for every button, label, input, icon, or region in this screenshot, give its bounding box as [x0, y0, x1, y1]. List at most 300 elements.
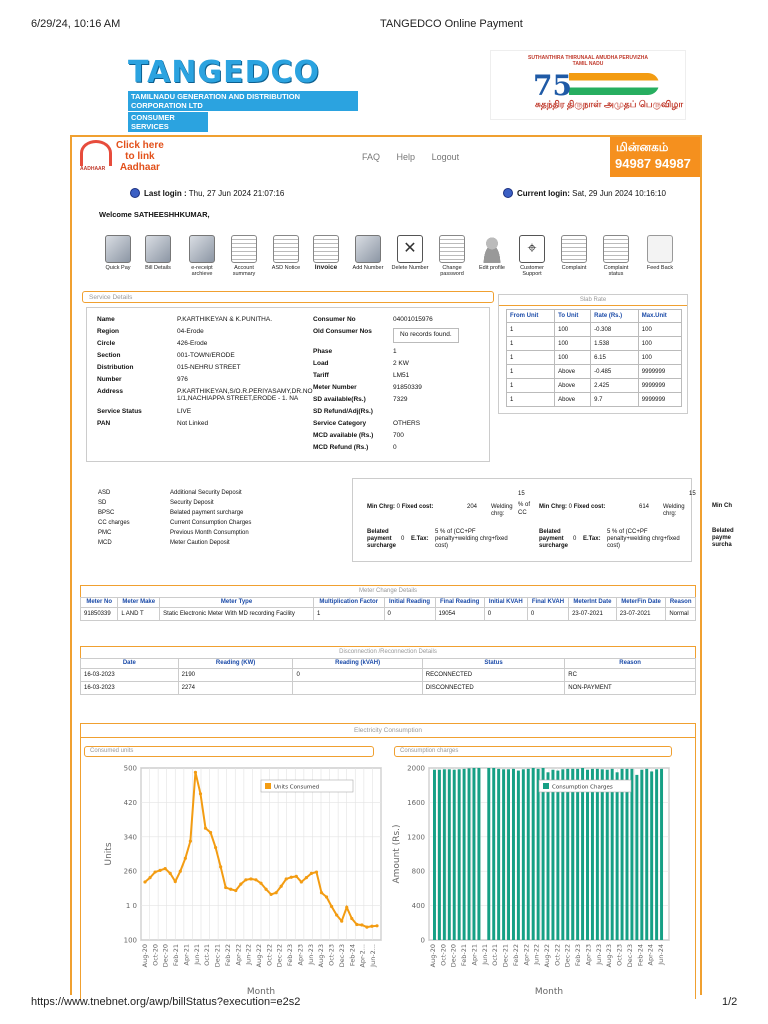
kv-key: SD available(Rs.)	[313, 396, 366, 403]
slab-rate-cell: Above	[555, 379, 591, 393]
x-tick-label: Jun-21	[480, 944, 489, 965]
print-datetime: 6/29/24, 10:16 AM	[31, 18, 121, 30]
kv-value: 426-Erode	[177, 340, 208, 347]
kv-value: 91850339	[393, 384, 422, 391]
kv-key: Consumer No	[313, 316, 356, 323]
slab-rate-cell: 9.7	[591, 393, 639, 407]
edit-profile-icon	[479, 235, 505, 263]
data-point	[365, 926, 368, 929]
edit-profile-button[interactable]	[472, 235, 512, 271]
disconnection-cell: RECONNECTED	[422, 669, 565, 682]
slab-rate-cell: 1	[507, 351, 555, 365]
data-point	[330, 905, 333, 908]
x-tick-label: Oct-23	[327, 944, 336, 966]
x-tick-label: Feb-22	[511, 944, 520, 967]
slab-rate-cell: 9999999	[638, 393, 681, 407]
kv-key: Number	[97, 376, 122, 383]
data-point	[234, 889, 237, 892]
bar	[463, 769, 466, 940]
slab-rate-row	[507, 379, 682, 393]
x-tick-label: Aug-23	[605, 944, 614, 968]
meter-change-cell: 19054	[435, 608, 484, 621]
data-point	[285, 877, 288, 880]
x-tick-label: Jun-23	[594, 944, 603, 965]
meter-change-cell: 91850339	[81, 608, 118, 621]
complaint-button[interactable]	[554, 235, 594, 271]
x-tick-label: Oct-21	[203, 944, 212, 966]
bar	[542, 768, 545, 940]
data-point	[184, 857, 187, 860]
invoice-icon	[313, 235, 339, 263]
bar	[581, 768, 584, 940]
bar	[621, 769, 624, 940]
slab-rate-cell: 6.15	[591, 351, 639, 365]
belated-label-2: Belated payment surcharge	[539, 529, 569, 549]
slab-rate-cell: 1.538	[591, 337, 639, 351]
abbr-key: ASD	[98, 490, 111, 496]
slab-rate-header: Max.Unit	[638, 310, 681, 323]
abbr-key: CC charges	[98, 520, 130, 526]
disconnection-cell: RC	[565, 669, 696, 682]
meter-change-header: Meter Make	[118, 598, 160, 608]
customer-support-label: Customer Support	[520, 265, 544, 277]
slab-rate-cell: -0.308	[591, 323, 639, 337]
kv-key: Service Status	[97, 408, 142, 415]
data-point	[340, 919, 343, 922]
y-tick-label: 2000	[407, 764, 425, 773]
azadi-75: 75	[533, 69, 572, 102]
min-chrg-label-2: Min Chrg:	[539, 504, 567, 510]
abbr-value: Current Consumption Charges	[170, 520, 252, 526]
disconnection-table	[80, 658, 696, 695]
kv-key: Old Consumer Nos	[313, 328, 372, 335]
kv-value: P.KARTHIKEYAN,S/O.R.PERIYASAMY,DR.NO 1/1,NACHIAPPA STREET,ERODE - 1. NA	[177, 388, 313, 402]
add-number-label: Add Number	[352, 265, 384, 271]
aadhaar-label: AADHAAR	[80, 166, 106, 172]
data-point	[320, 891, 323, 894]
kv-value: OTHERS	[393, 420, 421, 427]
x-tick-label: Dec-23	[337, 944, 346, 968]
slab-rate-cell: Above	[555, 365, 591, 379]
slab-rate-row	[507, 365, 682, 379]
data-point	[204, 827, 207, 830]
customer-support-button[interactable]	[512, 235, 552, 277]
azadi-line: SUTHANTHIRA THIRUNAAL AMUDHA PERUVIZHA	[528, 55, 648, 61]
bill-details-button[interactable]	[138, 235, 178, 271]
tangedco-logo[interactable]	[128, 55, 358, 132]
meter-change-header: Meter No	[81, 598, 118, 608]
data-point	[350, 917, 353, 920]
x-tick-label: Dec-22	[275, 944, 284, 968]
abbr-value: Belated payment surcharge	[170, 510, 244, 516]
kv-key: Region	[97, 328, 120, 335]
meter-change-header: MeterFin Date	[616, 598, 666, 608]
slab-rate-cell: 1	[507, 379, 555, 393]
slab-rate-row	[507, 337, 682, 351]
meter-change-header: Final KVAH	[527, 598, 568, 608]
y-tick-label: 1200	[407, 833, 425, 842]
x-tick-label: Feb-21	[172, 944, 181, 967]
slab-rate-cell: 100	[638, 351, 681, 365]
close-icon: ✕	[397, 235, 423, 263]
bar	[626, 769, 629, 940]
x-tick-label: Dec-23	[625, 944, 634, 968]
x-tick-label: Apr-24	[646, 944, 655, 966]
abbr-key: MCD	[98, 540, 112, 546]
abbr-key: PMC	[98, 530, 112, 536]
meter-change-header: Initial KVAH	[484, 598, 527, 608]
azadi-banner	[490, 50, 686, 120]
disconnection-cell: 0	[293, 669, 422, 682]
abbr-key: BPSC	[98, 510, 115, 516]
meter-change-cell: 1	[313, 608, 384, 621]
kv-key: Service Category	[313, 420, 367, 427]
disconnection-row	[81, 682, 696, 695]
fixed-cost-value-2: 614	[639, 504, 650, 510]
abbr-value: Security Deposit	[170, 500, 214, 506]
y-axis-label: Units	[104, 842, 114, 866]
change-password-button[interactable]	[432, 235, 472, 277]
y-tick-label: 800	[411, 867, 425, 876]
meter-change-title: Meter Change Details	[80, 585, 696, 597]
data-point	[259, 882, 262, 885]
y-tick-label: 420	[123, 798, 137, 807]
bar	[566, 769, 569, 940]
x-tick-label: Feb-24	[636, 944, 645, 967]
disconnection-cell: DISCONNECTED	[422, 682, 565, 695]
add-number-button[interactable]	[348, 235, 388, 271]
x-tick-label: Aug-22	[543, 944, 551, 968]
meter-change-cell: 23-07-2021	[569, 608, 617, 621]
kv-value: 015-NEHRU STREET	[177, 364, 241, 371]
link-aadhaar-line3: Aadhaar	[119, 162, 160, 173]
pct-of: % of	[518, 502, 531, 508]
x-tick-label: Apr-22	[234, 944, 243, 966]
data-point	[325, 895, 328, 898]
x-tick-label: Apr-23	[296, 944, 305, 966]
x-tick-label: Oct-22	[553, 944, 562, 966]
etax-value-2: 5 % of (CC+PF penalty+welding chrg+fixed cost)	[607, 529, 680, 549]
complaint-label: Complaint	[561, 265, 587, 271]
help-link[interactable]: Help	[396, 152, 416, 162]
bar	[630, 769, 633, 940]
data-point	[335, 913, 338, 916]
slab-rate-cell: 2.425	[591, 379, 639, 393]
min-chrg-label: Min Chrg:	[367, 504, 395, 510]
data-point	[189, 840, 192, 843]
y-tick-label: 1 0	[125, 902, 137, 911]
legend-swatch	[543, 783, 549, 789]
e-receipt-button[interactable]	[182, 235, 222, 277]
abbr-value: Previous Month Consumption	[170, 530, 249, 536]
disconnection-cell: 16-03-2023	[81, 682, 179, 695]
action-toolbar	[98, 235, 688, 281]
y-tick-label: 340	[123, 833, 137, 842]
asd-notice-button[interactable]	[266, 235, 306, 271]
last-login	[130, 188, 284, 198]
x-tick-label: Dec-21	[213, 944, 222, 968]
complaint-status-icon	[603, 235, 629, 263]
bar	[556, 771, 559, 940]
data-point	[280, 885, 283, 888]
meter-change-header: Initial Reading	[384, 598, 435, 608]
link-aadhaar-line2: to link	[125, 151, 155, 162]
x-tick-label: Jun-2...	[369, 944, 377, 967]
account-summary-label: Account summary	[232, 265, 256, 277]
disconnection-cell: NON-PAYMENT	[565, 682, 696, 695]
logout-link[interactable]: Logout	[431, 152, 460, 162]
kv-key: MCD Refund (Rs.)	[313, 444, 369, 451]
x-tick-label: Dec-20	[449, 944, 458, 968]
data-point	[254, 878, 257, 881]
kv-value: 700	[393, 432, 404, 439]
meter-change-cell: Normal	[666, 608, 696, 621]
bar	[453, 770, 456, 940]
meter-change-cell: 0	[484, 608, 527, 621]
slab-rate-cell: 1	[507, 337, 555, 351]
x-tick-label: Apr-23	[584, 944, 593, 966]
x-tick-label: Aug-20	[141, 944, 149, 968]
legend-label: Units Consumed	[274, 784, 320, 791]
azadi-tamil: சுதந்திர திருநாள் அமுதப் பெருவிழா	[535, 99, 684, 109]
disconnection-title: Disconnection /Reconnection Details	[80, 646, 696, 658]
meter-change-section	[80, 585, 696, 621]
data-point	[264, 888, 267, 891]
slab-rate-cell: 100	[638, 323, 681, 337]
bar	[487, 768, 490, 940]
min-chrg-value: 0	[396, 504, 401, 510]
meter-change-header: Reason	[666, 598, 696, 608]
slab-rate-cell: 100	[555, 323, 591, 337]
disconnection-row	[81, 669, 696, 682]
slab-rate-cell: 100	[638, 337, 681, 351]
welding-pct: 15	[518, 491, 525, 497]
bar	[561, 769, 564, 940]
azadi-state: TAMIL NADU	[572, 61, 604, 67]
slab-rate-row	[507, 351, 682, 365]
slab-rate-row	[507, 323, 682, 337]
bar	[645, 769, 648, 940]
data-point	[199, 792, 202, 795]
data-point	[370, 925, 373, 928]
x-tick-label: Jun-24	[657, 944, 665, 965]
slab-rate-header: From Unit	[507, 310, 555, 323]
x-tick-label: Oct-21	[491, 944, 500, 966]
consumed-units-title: Consumed units	[84, 746, 374, 757]
bar	[596, 769, 599, 940]
envelope-icon	[647, 235, 673, 263]
kv-value: 04-Erode	[177, 328, 204, 335]
bar	[477, 768, 480, 940]
logo-subtitle: TAMILNADU GENERATION AND DISTRIBUTION CORPORATION LTD	[128, 91, 358, 111]
data-point	[310, 872, 313, 875]
kv-value: P.KARTHIKEYAN & K.PUNITHA.	[177, 316, 272, 323]
kv-value: 2 KW	[393, 360, 409, 367]
kv-value: 001-TOWN/ERODE	[177, 352, 235, 359]
asd-notice-label: ASD Notice	[271, 265, 301, 271]
slab-rate-cell: Above	[555, 393, 591, 407]
bar	[502, 769, 505, 940]
x-tick-label: Dec-22	[563, 944, 572, 968]
data-point	[164, 867, 167, 870]
data-point	[143, 880, 146, 883]
kv-value: LM51	[393, 372, 410, 379]
minnagam-banner[interactable]	[610, 137, 700, 177]
account-summary-button[interactable]	[224, 235, 264, 277]
data-point	[305, 876, 308, 879]
print-page: 1/2	[722, 996, 738, 1008]
x-tick-label: Apr-21	[470, 944, 479, 966]
kv-value: 04001015976	[393, 316, 433, 323]
x-tick-label: Jun-22	[532, 944, 541, 965]
slab-rate-panel	[498, 294, 688, 414]
slab-rate-cell: 9999999	[638, 379, 681, 393]
x-axis-label: Month	[534, 987, 564, 997]
belated-label: Belated payment surcharge	[367, 529, 397, 549]
disconnection-section	[80, 646, 696, 695]
data-point	[179, 870, 182, 873]
min-chrg-value-2: 0	[568, 504, 573, 510]
charges-panel	[352, 478, 696, 562]
slab-rate-cell: 100	[555, 351, 591, 365]
kv-value: 0	[393, 444, 397, 451]
meter-change-cell: 0	[527, 608, 568, 621]
meter-change-cell: Static Electronic Meter With MD recording Facility	[160, 608, 314, 621]
meter-change-cell: L AND T	[118, 608, 160, 621]
kv-key: Load	[313, 360, 329, 367]
e-receipt-label: e-receipt archieve	[191, 265, 213, 277]
kv-key: Meter Number	[313, 384, 357, 391]
slab-rate-row	[507, 393, 682, 407]
fixed-cost-label: Fixed cost:	[401, 504, 434, 510]
bar	[472, 768, 475, 940]
data-point	[174, 880, 177, 883]
change-password-label: Change password	[440, 265, 464, 277]
abbr-value: Meter Caution Deposit	[170, 540, 230, 546]
data-point	[148, 876, 151, 879]
x-tick-label: Feb-22	[223, 944, 232, 967]
disconnection-header: Reason	[565, 659, 696, 669]
meter-change-cell: 23-07-2021	[616, 608, 666, 621]
data-point	[244, 878, 247, 881]
bar	[576, 769, 579, 940]
e-receipt-icon	[189, 235, 215, 263]
data-point	[360, 923, 363, 926]
complaint-status-button[interactable]	[596, 235, 636, 277]
bar	[650, 771, 653, 940]
clock-icon	[503, 188, 513, 198]
x-tick-label: Aug-22	[255, 944, 263, 968]
welding-label-2: Welding chrg:	[663, 504, 685, 517]
welcome-text: Welcome SATHEESHHKUMAR,	[99, 210, 210, 219]
current-login-value: Sat, 29 Jun 2024 10:16:10	[572, 189, 666, 198]
last-login-label: Last login :	[144, 189, 187, 198]
slab-rate-cell: 1	[507, 365, 555, 379]
minnagam-title: மின்னகம்	[616, 140, 669, 154]
cc: CC	[518, 510, 527, 516]
welding-of-cc	[518, 501, 532, 517]
data-point	[194, 771, 197, 774]
kv-value: 1	[393, 348, 397, 355]
aadhaar-logo-icon[interactable]	[80, 140, 112, 172]
bar	[635, 775, 638, 940]
feed-back-button[interactable]	[640, 235, 680, 271]
link-aadhaar-line1: Click here	[116, 140, 164, 151]
kv-key: Section	[97, 352, 121, 359]
data-point	[249, 877, 252, 880]
y-tick-label: 1600	[407, 798, 425, 807]
complaint-status-label: Complaint status	[603, 265, 629, 277]
flag-ribbon-icon	[569, 73, 659, 95]
quick-pay-label: Quick Pay	[105, 265, 131, 271]
x-tick-label: Feb-24	[348, 944, 357, 967]
account-summary-icon	[231, 235, 257, 263]
kv-value: LIVE	[177, 408, 192, 415]
minnagam-phone: 94987 94987	[615, 156, 691, 171]
slab-rate-table	[506, 309, 682, 407]
kv-key: Circle	[97, 340, 116, 347]
x-tick-label: Apr-22	[522, 944, 531, 966]
slab-rate-cell: 9999999	[638, 365, 681, 379]
quick-pay-button[interactable]	[98, 235, 138, 271]
data-point	[169, 872, 172, 875]
y-tick-label: 260	[123, 867, 137, 876]
quick-pay-icon	[105, 235, 131, 263]
welding-label: Welding chrg:	[491, 504, 513, 517]
data-point	[224, 886, 227, 889]
feed-back-label: Feed Back	[646, 265, 674, 271]
legend-label: Consumption Charges	[552, 784, 613, 791]
electricity-consumption-section	[80, 723, 696, 999]
bar	[448, 769, 451, 940]
invoice-label: Invoice	[314, 264, 338, 271]
logo-title: TANGEDCO	[128, 55, 320, 90]
slab-rate-header: To Unit	[555, 310, 591, 323]
service-details-title: Service Details	[82, 291, 494, 303]
kv-key: PAN	[97, 420, 111, 427]
etax-label-2: E.Tax:	[583, 536, 601, 542]
bar	[443, 769, 446, 940]
print-title: TANGEDCO Online Payment	[380, 18, 523, 30]
current-login	[503, 188, 666, 198]
abbr-key: SD	[98, 500, 107, 506]
invoice-button[interactable]	[306, 235, 346, 271]
add-number-icon	[355, 235, 381, 263]
bar	[660, 769, 663, 940]
x-tick-label: Aug-20	[429, 944, 437, 968]
disconnection-header: Reading (KW)	[178, 659, 293, 669]
change-password-icon	[439, 235, 465, 263]
bar	[527, 769, 530, 940]
bar	[571, 769, 574, 940]
y-tick-label: 400	[411, 902, 425, 911]
print-url: https://www.tnebnet.org/awp/billStatus?execution=e2s2	[31, 996, 301, 1008]
edit-profile-label: Edit profile	[479, 265, 505, 271]
x-tick-label: Oct-20	[439, 944, 448, 966]
data-point	[355, 923, 358, 926]
min-chrg-cut: Min Ch	[712, 503, 732, 509]
bar	[458, 769, 461, 940]
delete-number-button[interactable]	[390, 235, 430, 271]
belated-value: 0	[401, 536, 405, 542]
faq-link[interactable]: FAQ	[362, 152, 381, 162]
data-point	[153, 870, 156, 873]
kv-key: Address	[97, 388, 124, 395]
bar	[438, 770, 441, 940]
bar	[512, 769, 515, 940]
bill-details-label: Bill Details	[145, 265, 171, 271]
link-aadhaar[interactable]	[116, 140, 164, 173]
